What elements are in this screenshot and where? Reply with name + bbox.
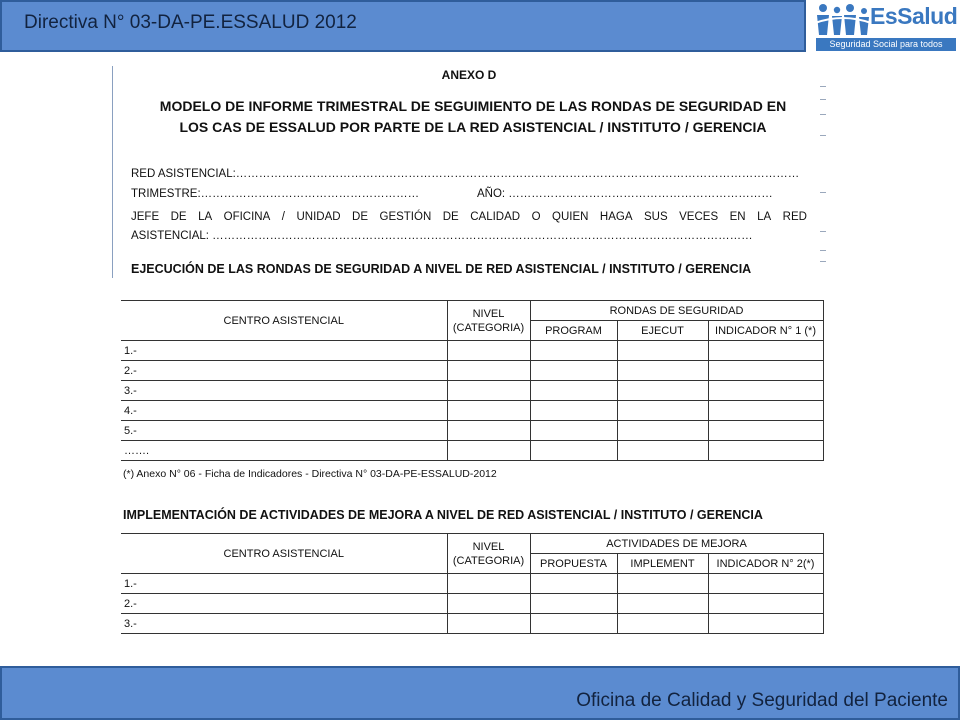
table-cell[interactable] [530,401,617,421]
row-label: 4.- [121,401,447,421]
section2-heading: IMPLEMENTACIÓN DE ACTIVIDADES DE MEJORA A NIVEL DE RED ASISTENCIAL / INSTITUTO / GERENCIA [123,508,763,522]
table-cell[interactable] [617,574,708,594]
field-jefe-line2: ASISTENCIAL: …………………………………………………………………………………………………………………………… [131,230,753,242]
field-jefe-word: LA [198,211,213,223]
table-cell[interactable] [708,614,823,634]
table-cell[interactable] [617,341,708,361]
table-cell[interactable] [530,381,617,401]
table-cell[interactable] [708,361,823,381]
document-page [112,66,829,278]
field-jefe-word: DE [170,211,187,223]
logo-tagline: Seguridad Social para todos [816,38,956,51]
family-figures-icon [813,3,873,35]
table-cell[interactable] [447,341,530,361]
col-header-nivel-line1: NIVEL [472,307,505,320]
table-cell[interactable] [617,381,708,401]
rondas-table [121,300,824,461]
row-label: 2.- [121,594,447,614]
field-jefe-word: CALIDAD [470,211,521,223]
table-cell[interactable] [708,341,823,361]
row-label: 2.- [121,361,447,381]
table-cell[interactable] [617,401,708,421]
table-cell[interactable] [617,441,708,461]
table-row [121,441,823,461]
margin-marks [820,86,830,262]
table-cell[interactable] [447,421,530,441]
table-cell[interactable] [447,574,530,594]
row-label: 1.- [121,574,447,594]
col-header-ejecut: EJECUT [617,321,708,341]
table-cell[interactable] [530,341,617,361]
field-jefe-word: LA [757,211,772,223]
table-cell[interactable] [530,594,617,614]
table-cell[interactable] [447,381,530,401]
col-header-implement: IMPLEMENT [617,554,708,574]
essalud-logo [808,0,960,54]
table-row [121,341,823,361]
table-cell[interactable] [530,574,617,594]
table-row [121,421,823,441]
row-label: 5.- [121,421,447,441]
table-cell[interactable] [617,361,708,381]
table-row [121,574,823,594]
section1-heading: EJECUCIÓN DE LAS RONDAS DE SEGURIDAD A NIVEL DE RED ASISTENCIAL / INSTITUTO / GERENCIA [131,262,752,276]
table-cell[interactable] [530,441,617,461]
footer-bar [0,666,960,720]
table-cell[interactable] [447,594,530,614]
col-header-indicador: INDICADOR N° 2(*) [708,554,823,574]
table-cell[interactable] [708,421,823,441]
table-cell[interactable] [447,614,530,634]
header-title: Directiva N° 03-DA-PE.ESSALUD 2012 [24,12,357,33]
logo-text: EsSalud [870,3,958,29]
table-cell[interactable] [708,441,823,461]
table-cell[interactable] [530,614,617,634]
field-jefe-word: DE [352,211,369,223]
field-jefe-word: DE [442,211,459,223]
field-trimestre: TRIMESTRE:………………………………………………… [131,188,420,200]
header-bar [0,0,806,52]
table-row [121,594,823,614]
table-cell[interactable] [617,594,708,614]
row-label: 1.- [121,341,447,361]
col-header-centro: CENTRO ASISTENCIAL [121,534,447,574]
document-title-line2: LOS CAS DE ESSALUD POR PARTE DE LA RED ASISTENCIAL / INSTITUTO / GERENCIA [179,119,767,135]
row-label: 3.- [121,614,447,634]
field-anio: AÑO: …………………………………………………………… [477,188,773,200]
col-header-propuesta: PROPUESTA [530,554,617,574]
field-jefe-word: JEFE [131,211,160,223]
table-cell[interactable] [708,594,823,614]
document-title-line1: MODELO DE INFORME TRIMESTRAL DE SEGUIMIENTO DE LAS RONDAS DE SEGURIDAD EN [159,98,787,114]
field-jefe-word: RED [782,211,807,223]
table-cell[interactable] [617,421,708,441]
table-cell[interactable] [708,574,823,594]
col-header-centro: CENTRO ASISTENCIAL [121,301,447,341]
footer-text: Oficina de Calidad y Seguridad del Paciente [576,690,948,711]
table-cell[interactable] [708,381,823,401]
field-jefe-word: / [281,211,285,223]
table-cell[interactable] [617,614,708,634]
col-header-nivel [447,301,530,341]
col-header-nivel [447,534,530,574]
field-jefe-word: VECES [679,211,719,223]
field-jefe-word: OFICINA [223,211,271,223]
table-row [121,401,823,421]
row-label: ……. [121,441,447,461]
row-label: 3.- [121,381,447,401]
table-row [121,361,823,381]
field-jefe-word: HAGA [599,211,633,223]
field-jefe-word: O [531,211,541,223]
table-row [121,614,823,634]
col-header-group: ACTIVIDADES DE MEJORA [530,534,823,554]
field-jefe-line1 [131,211,807,223]
table-cell[interactable] [447,401,530,421]
table-cell[interactable] [530,361,617,381]
col-header-nivel-line2: (CATEGORIA) [452,554,525,567]
table-cell[interactable] [447,361,530,381]
col-header-indicador: INDICADOR N° 1 (*) [708,321,823,341]
table-cell[interactable] [530,421,617,441]
mejora-table [121,533,824,634]
col-header-nivel-line1: NIVEL [472,540,505,553]
field-red-asistencial: RED ASISTENCIAL:………………………………………………………………………………………………………………………………… [131,168,800,180]
field-jefe-word: SUS [643,211,668,223]
table-row [121,381,823,401]
col-header-group: RONDAS DE SEGURIDAD [530,301,823,321]
annex-label: ANEXO D [441,68,497,82]
document-title [123,96,823,138]
table-cell[interactable] [708,401,823,421]
table-cell[interactable] [447,441,530,461]
field-jefe-word: GESTIÓN [379,211,432,223]
col-header-program: PROGRAM [530,321,617,341]
col-header-nivel-line2: (CATEGORIA) [452,321,525,334]
field-jefe-word: QUIEN [552,211,589,223]
table-footnote: (*) Anexo N° 06 - Ficha de Indicadores - Directiva N° 03-DA-PE-ESSALUD-2012 [123,468,497,480]
field-jefe-word: UNIDAD [296,211,341,223]
field-jefe-word: EN [729,211,746,223]
